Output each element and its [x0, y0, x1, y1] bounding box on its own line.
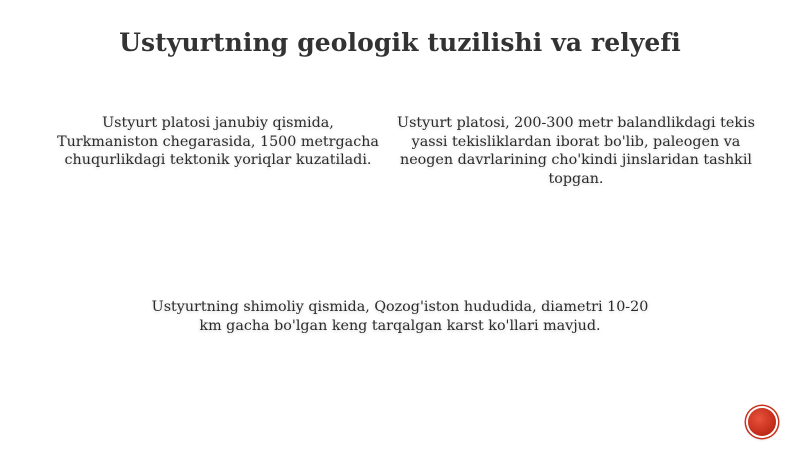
- left-text-block: Ustyurt platosi janubiy qismida, Turkmaniston chegarasida, 1500 metrgacha chuqurlikdagi tektonik yoriqlar kuzatiladi.: [57, 115, 379, 168]
- slide-title: Ustyurtning geologik tuzilishi va relyefi: [119, 28, 681, 57]
- circle-nav-icon[interactable]: [748, 408, 776, 436]
- bottom-text-block: Ustyurtning shimoliy qismida, Qozog'iston hududida, diametri 10-20 km gacha bo'lgan keng tarqalgan karst ko'llari mavjud.: [151, 299, 649, 334]
- right-text-block: Ustyurt platosi, 200-300 metr balandlikdagi tekis yassi tekisliklardan iborat bo'lib, paleogen va neogen davrlarining cho'kindi jinslaridan tashkil topgan.: [397, 115, 755, 187]
